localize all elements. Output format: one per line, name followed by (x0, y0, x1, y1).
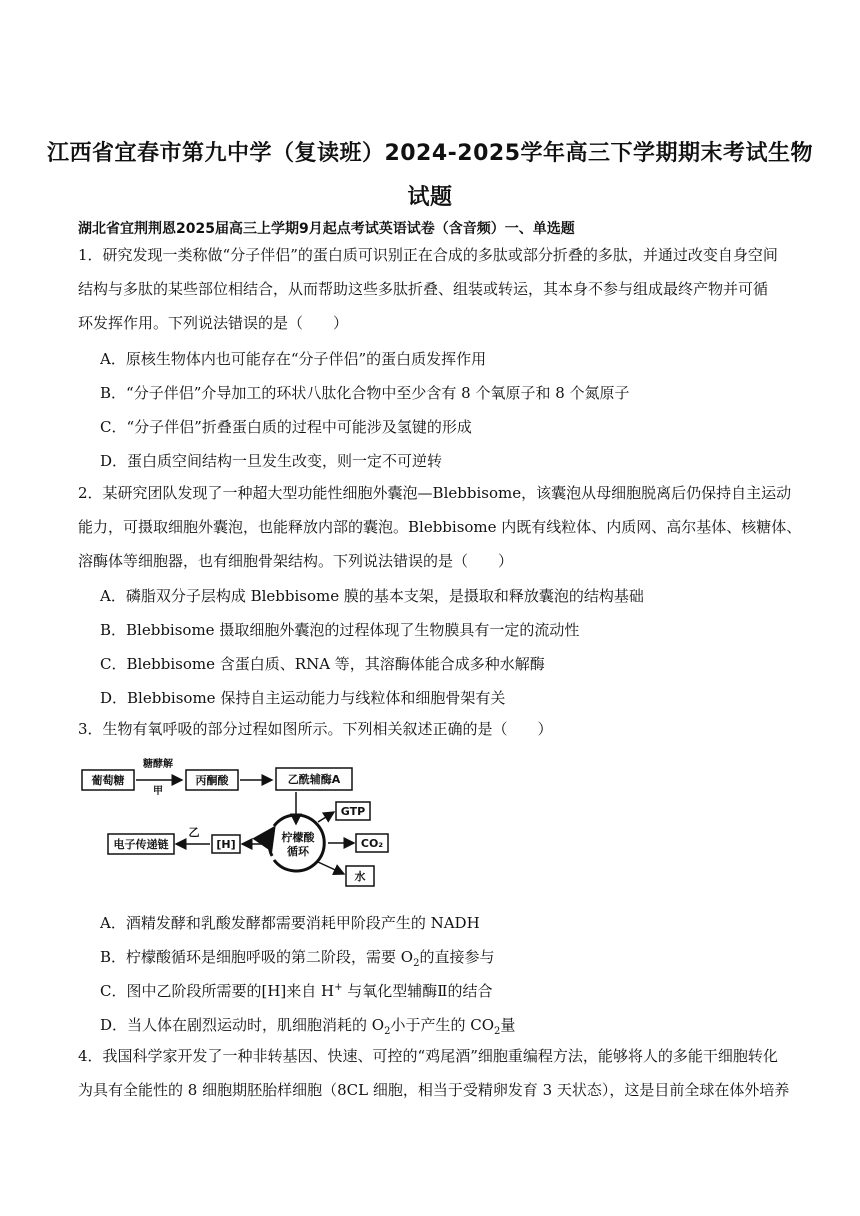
option-d-text-end: 量 (500, 1016, 516, 1034)
option-b-text: B．柠檬酸循环是细胞呼吸的第二阶段，需要 O (100, 948, 414, 966)
water-label: 水 (354, 870, 366, 883)
option-c-superscript: + (334, 982, 343, 993)
option-c-text-end: 与氧化型辅酶Ⅱ的结合 (342, 982, 493, 1000)
question-2-line: 2．某研究团队发现了一种超大型功能性细胞外囊泡—Blebbisome，该囊泡从母细胞脱离后仍保持自主运动 (78, 484, 792, 502)
question-4-line: 为具有全能性的 8 细胞期胚胎样细胞（8CL 细胞，相当于受精卵发育 3 天状态），这是目前全球在体外培养 (78, 1081, 790, 1099)
document-subtitle: 湖北省宜荆荆恩2025届高三上学期9月起点考试英语试卷（含音频）一、单选题 (78, 221, 575, 237)
question-2-line: 能力，可摄取细胞外囊泡，也能释放内部的囊泡。Blebbisome 内既有线粒体、内质网、高尔基体、核糖体、 (78, 518, 802, 536)
question-3-option-a: A．酒精发酵和乳酸发酵都需要消耗甲阶段产生的 NADH (100, 914, 480, 932)
question-2-option-b: B．Blebbisome 摄取细胞外囊泡的过程体现了生物膜具有一定的流动性 (100, 621, 580, 639)
option-b-subscript: 2 (413, 958, 420, 969)
question-2-option-d: D．Blebbisome 保持自主运动能力与线粒体和细胞骨架有关 (100, 689, 506, 707)
pyruvate-label: 丙酮酸 (195, 774, 229, 787)
glucose-label: 葡萄糖 (91, 774, 125, 787)
question-1-line: 1．研究发现一类称做“分子伴侣”的蛋白质可识别正在合成的多肽或部分折叠的多肽，并通过改变自身空间 (78, 246, 778, 264)
option-d-text-mid: 小于产生的 CO (390, 1016, 495, 1034)
question-3-option-d (100, 1014, 515, 1037)
acetyl-coa-label: 乙酰辅酶A (287, 773, 341, 786)
option-d-subscript-1: 2 (384, 1026, 391, 1037)
question-2-option-a: A．磷脂双分子层构成 Blebbisome 膜的基本支架，是摄取和释放囊泡的结构基础 (100, 587, 644, 605)
aerobic-respiration-diagram (78, 756, 398, 891)
cycle-label-1: 柠檬酸 (281, 831, 315, 844)
stage-jia-label: 甲 (153, 786, 163, 797)
h-label: [H] (216, 838, 236, 851)
question-2-line: 溶酶体等细胞器，也有细胞骨架结构。下列说法错误的是（ ） (78, 552, 514, 570)
question-2-stem (78, 476, 802, 578)
document-title-line-2: 试题 (407, 185, 453, 210)
option-b-text-end: 的直接参与 (419, 948, 495, 966)
question-3-line: 3．生物有氧呼吸的部分过程如图所示。下列相关叙述正确的是（ ） (78, 720, 553, 738)
question-4-line: 4．我国科学家开发了一种非转基因、快速、可控的“鸡尾酒”细胞重编程方法，能够将人的多能干细胞转化 (78, 1047, 778, 1065)
glycolysis-label: 糖酵解 (143, 759, 173, 770)
gtp-label: GTP (340, 805, 366, 818)
co2-label: CO₂ (360, 837, 384, 850)
cycle-label-2: 循环 (287, 845, 309, 858)
question-1-line: 结构与多肽的某些部位相结合，从而帮助这些多肽折叠、组装或转运，其本身不参与组成最终产物并可循 (78, 280, 769, 298)
question-1-line: 环发挥作用。下列说法错误的是（ ） (78, 314, 349, 332)
option-c-text: C．图中乙阶段所需要的[H]来自 H (100, 982, 335, 1000)
question-3-stem (78, 712, 798, 746)
question-2-option-c: C．Blebbisome 含蛋白质、RNA 等，其溶酶体能合成多种水解酶 (100, 655, 545, 673)
stage-yi-label: 乙 (188, 826, 200, 839)
question-3-option-c (100, 980, 492, 1001)
document-title-line-1: 江西省宜春市第九中学（复读班）2024-2025学年高三下学期期末考试生物 (46, 141, 814, 166)
question-1-option-a: A．原核生物体内也可能存在“分子伴侣”的蛋白质发挥作用 (100, 350, 487, 368)
question-4-stem (78, 1039, 798, 1107)
electron-transport-chain-label: 电子传递链 (113, 838, 169, 851)
question-1-option-c: C．“分子伴侣”折叠蛋白质的过程中可能涉及氢键的形成 (100, 418, 472, 436)
question-1-stem (78, 238, 798, 340)
question-1-option-b: B．“分子伴侣”介导加工的环状八肽化合物中至少含有 8 个氧原子和 8 个氮原子 (100, 384, 630, 402)
option-d-text: D．当人体在剧烈运动时，肌细胞消耗的 O (100, 1016, 385, 1034)
question-3-option-b (100, 946, 494, 969)
question-1-option-d: D．蛋白质空间结构一旦发生改变，则一定不可逆转 (100, 452, 443, 470)
option-d-subscript-2: 2 (494, 1026, 501, 1037)
